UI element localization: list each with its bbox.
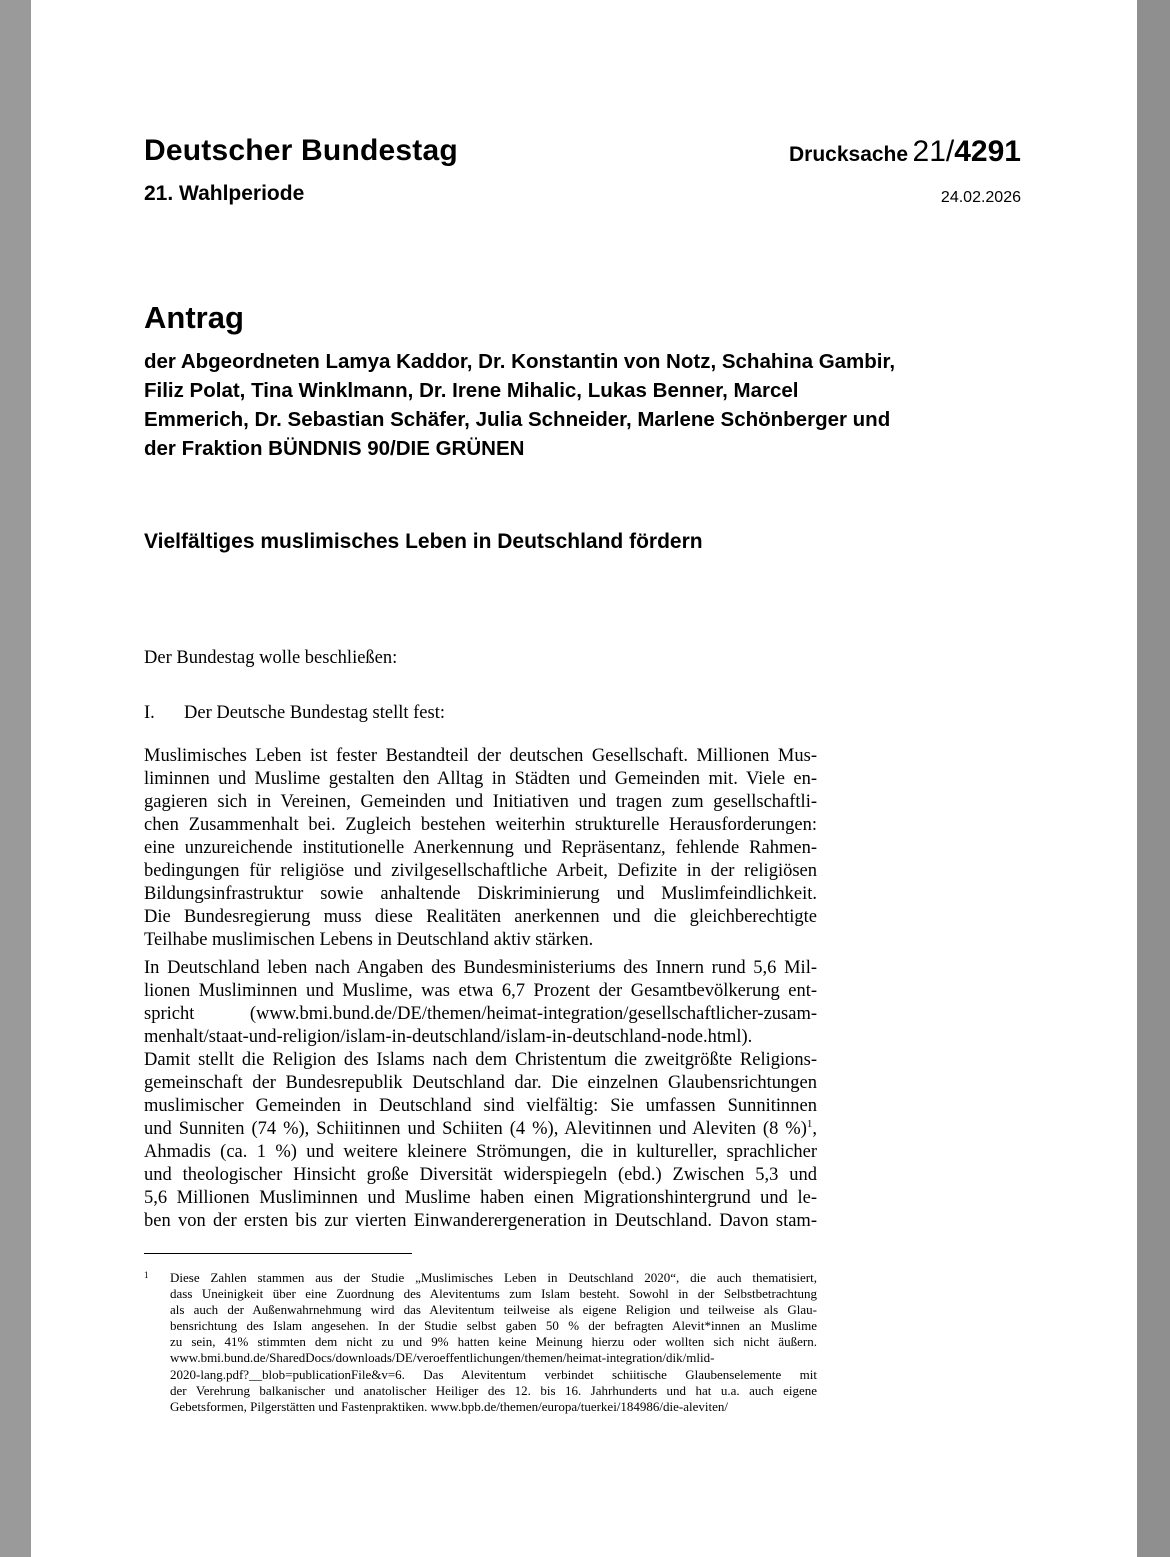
paragraph-line: Damit stellt die Religion des Islams nach dem Christentum die zweitgrößte Religions- <box>144 1050 817 1070</box>
authors-block <box>144 347 1004 463</box>
paragraph-line-text: und Sunniten (74 %), Schiitinnen und Schiiten (4 %), Alevitinnen und Aleviten (8 %) <box>144 1119 807 1139</box>
authors-line: Emmerich, Dr. Sebastian Schäfer, Julia Schneider, Marlene Schönberger und <box>144 408 891 431</box>
footnote-reference[interactable]: 1 <box>806 1118 813 1130</box>
section-number: I. <box>144 703 155 723</box>
paragraph-line: gagieren sich in Vereinen, Gemeinden und Initiativen und tragen zum gesellschaftli- <box>144 792 817 812</box>
footnote-line: Gebetsformen, Pilgerstätten und Fastenpraktiken. www.bpb.de/themen/europa/tuerkei/184986/die-aleviten/ <box>170 1398 729 1414</box>
footnote-body <box>170 1270 817 1415</box>
footnote <box>144 1270 817 1415</box>
paragraph-line: eine unzureichende institutionelle Anerkennung und Repräsentanz, fehlende Rahmen- <box>144 838 817 858</box>
paragraph-line: menhalt/staat-und-religion/islam-in-deutschland/islam-in-deutschland-node.html). <box>144 1027 753 1047</box>
drucksache-label: Drucksache <box>789 143 909 166</box>
footnote-mark: 1 <box>144 1270 149 1280</box>
drucksache-id: 4291 <box>954 135 1021 168</box>
paragraph-line: lionen Musliminnen und Muslime, was etwa 6,7 Prozent der Gesamtbevölkerung ent- <box>144 981 817 1001</box>
paragraph-line: Muslimisches Leben ist fester Bestandteil der deutschen Gesellschaft. Millionen Mus- <box>144 746 817 766</box>
paragraph-line: bedingungen für religiöse und zivilgesellschaftliche Arbeit, Defizite in der religiösen <box>144 861 817 881</box>
paragraph-line: muslimischer Gemeinden in Deutschland sind vielfältig: Sie umfassen Sunnitinnen <box>144 1096 817 1116</box>
drucksache-prefix: 21/ <box>912 135 955 168</box>
paragraph-line: Bildungsinfrastruktur sowie anhaltende Diskriminierung und Muslimfeindlichkeit. <box>144 884 817 904</box>
intro-text: Der Bundestag wolle beschließen: <box>144 648 398 668</box>
body-text <box>144 745 817 1233</box>
footnote-line: dass Uneinigkeit über eine Zuordnung des Alevitentums zum Islam besteht. Sowohl in der Selbstbetrachtung <box>170 1286 817 1302</box>
footnote-line: 2020-lang.pdf?__blob=publicationFile&v=6. Das Alevitentum verbindet schiitische Glaubenselemente mit <box>170 1366 817 1382</box>
legislative-period: 21. Wahlperiode <box>144 182 305 205</box>
authors-line: Filiz Polat, Tina Winklmann, Dr. Irene Mihalic, Lukas Benner, Marcel <box>144 379 799 402</box>
footnote-line: Diese Zahlen stammen aus der Studie „Muslimisches Leben in Deutschland 2020“, die auch thematisiert, <box>170 1270 817 1285</box>
footnote-reference-suffix: , <box>812 1119 817 1139</box>
paragraph-line: spricht (www.bmi.bund.de/DE/themen/heimat-integration/gesellschaftlicher-zusam- <box>144 1004 817 1024</box>
section-heading <box>144 703 445 724</box>
document-type: Antrag <box>144 300 244 335</box>
authors-line: der Fraktion BÜNDNIS 90/DIE GRÜNEN <box>144 437 525 460</box>
paragraph-line: liminnen und Muslime gestalten den Alltag in Städten und Gemeinden mit. Viele en- <box>144 769 817 789</box>
paragraph-line: und theologischer Hinsicht große Diversität widerspiegeln (ebd.) Zwischen 5,3 und <box>144 1165 817 1185</box>
section-title: Der Deutsche Bundestag stellt fest: <box>184 703 445 723</box>
institution-title: Deutscher Bundestag <box>144 134 458 167</box>
motion-title: Vielfältiges muslimisches Leben in Deutschland fördern <box>144 530 703 553</box>
footnote-line: www.bmi.bund.de/SharedDocs/downloads/DE/veroeffentlichungen/themen/heimat-integration/dik/mlid- <box>170 1350 715 1366</box>
paragraph-line: ben von der ersten bis zur vierten Einwanderergeneration in Deutschland. Davon stam- <box>144 1211 817 1231</box>
footnote-divider <box>144 1253 412 1254</box>
paragraph-line: 5,6 Millionen Musliminnen und Muslime haben einen Migrationshintergrund und le- <box>144 1188 817 1208</box>
viewer-scroll-gutter[interactable] <box>1137 0 1170 1557</box>
paragraph-line: Ahmadis (ca. 1 %) und weitere kleinere Strömungen, die in kultureller, sprachlicher <box>144 1142 817 1162</box>
paragraph-line-with-footnote <box>144 1118 817 1141</box>
drucksache-number <box>789 135 1021 169</box>
paragraph-line: Teilhabe muslimischen Lebens in Deutschland aktiv stärken. <box>144 930 594 950</box>
document-page <box>31 0 1137 1557</box>
footnote-line: bensrichtung des Islam angesehen. In der Studie selbst gaben 50 % der befragten Alevit*innen an Muslime <box>170 1318 817 1334</box>
authors-line: der Abgeordneten Lamya Kaddor, Dr. Konstantin von Notz, Schahina Gambir, <box>144 350 896 373</box>
paragraph-line: chen Zusammenhalt bei. Zugleich bestehen weiterhin strukturelle Herausforderungen: <box>144 815 817 835</box>
footnote-line: zu sein, 41% stimmten dem nicht zu und 9% hatten keine Meinung hierzu oder wollten sich nicht äußern. <box>170 1334 817 1350</box>
paragraph-line: In Deutschland leben nach Angaben des Bundesministeriums des Innern rund 5,6 Mil- <box>144 958 817 978</box>
paragraph-line: gemeinschaft der Bundesrepublik Deutschland dar. Die einzelnen Glaubensrichtungen <box>144 1073 817 1093</box>
footnote-line: der Verehrung balkanischer und anatolischer Heiliger des 12. bis 16. Jahrhunderts und hat u.a. auch eigene <box>170 1382 817 1398</box>
paragraph-line: Die Bundesregierung muss diese Realitäten anerkennen und die gleichberechtigte <box>144 907 817 927</box>
document-date: 24.02.2026 <box>940 189 1021 206</box>
footnote-line: als auch der Außenwahrnehmung wird das Alevitentum teilweise als eigene Religion und teilweise als Glau- <box>170 1302 817 1318</box>
